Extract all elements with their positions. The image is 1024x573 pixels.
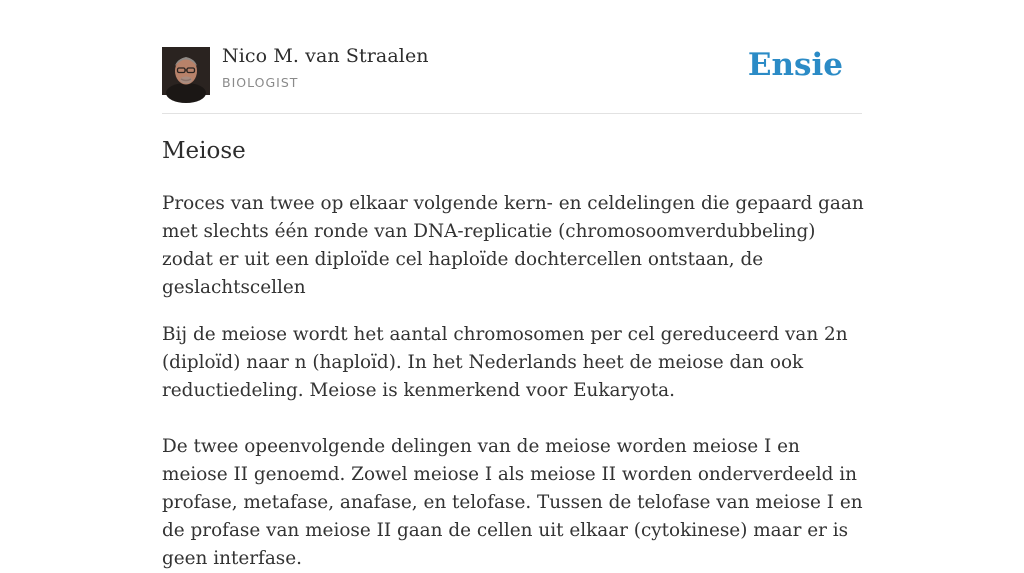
author-role: BIOLOGIST <box>222 75 299 90</box>
article-paragraph: Bij de meiose wordt het aantal chromosomen per cel gereduceerd van 2n (diploïd) naar n (haploïd). In het Nederlands heet de meiose dan ook reductiedeling. Meiose is kenmerkend voor Eukaryota. <box>162 324 848 401</box>
article-paragraph: De twee opeenvolgende delingen van de meiose worden meiose I en meiose II genoemd. Zowel meiose I als meiose II worden onderverdeeld in profase, metafase, anafase, en telofase. Tussen de telofase van meiose I en de profase van meiose II gaan de cellen uit elkaar (cytokinese) maar er is geen interfase. <box>162 436 863 569</box>
author-photo-icon <box>162 47 210 95</box>
article-body <box>162 190 866 573</box>
article-title: Meiose <box>162 138 246 164</box>
author-avatar[interactable] <box>162 47 210 95</box>
article-card <box>162 0 864 569</box>
brand-logo[interactable]: Ensie <box>747 47 843 83</box>
author-header <box>162 0 862 114</box>
article-definition: Proces van twee op elkaar volgende kern- en celdelingen die gepaard gaan met slechts één ronde van DNA-replicatie (chromosoomverdubbeling) zodat er uit een diploïde cel haploïde dochtercellen ontstaan, de geslachtscellen <box>162 193 864 298</box>
author-name[interactable]: Nico M. van Straalen <box>222 45 429 67</box>
paragraph-spacer <box>162 405 866 433</box>
